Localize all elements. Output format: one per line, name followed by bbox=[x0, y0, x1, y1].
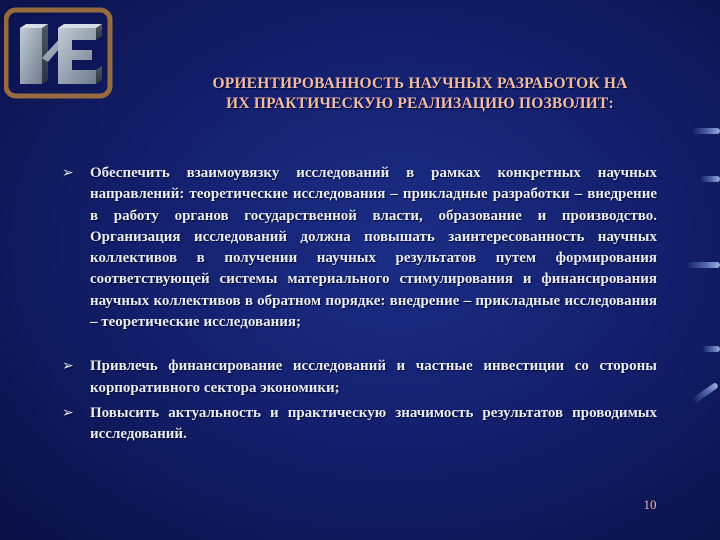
list-item bbox=[62, 403, 657, 446]
list-item-text: Привлечь финансирование исследований и частные инвестиции со стороны корпоративного сектора экономики; bbox=[90, 358, 657, 396]
arrowhead-bullet-icon: ➢ bbox=[62, 358, 74, 375]
page-number: 10 bbox=[643, 497, 657, 512]
title-line-2: ИХ ПРАКТИЧЕСКУЮ РЕАЛИЗАЦИЮ ПОЗВОЛИТ: bbox=[226, 95, 614, 112]
list-item bbox=[62, 163, 657, 333]
institute-logo-icon bbox=[4, 6, 114, 100]
arrowhead-bullet-icon: ➢ bbox=[62, 404, 74, 421]
list-item-text: Обеспечить взаимоувязку исследований в рамках конкретных научных направлений: теоретические исследования – прикладные разработки – внедрение в работу органов государственной власти, образование и производство. Организация исследований должна повышать заинтересованность научных коллективов в получении научных результатов путем формирования соответствующей системы материального стимулирования и финансирования научных коллективов в обратном порядке: внедрение – прикладные исследования – теоретические исследования; bbox=[90, 165, 657, 331]
title-line-1: ОРИЕНТИРОВАННОСТЬ НАУЧНЫХ РАЗРАБОТОК НА bbox=[212, 75, 628, 92]
arrowhead-bullet-icon: ➢ bbox=[62, 165, 74, 181]
list-item bbox=[62, 356, 657, 399]
bullet-list bbox=[62, 163, 657, 446]
list-item-text: Повысить актуальность и практическую значимость результатов проводимых исследований. bbox=[90, 404, 657, 443]
slide-title bbox=[150, 74, 690, 114]
